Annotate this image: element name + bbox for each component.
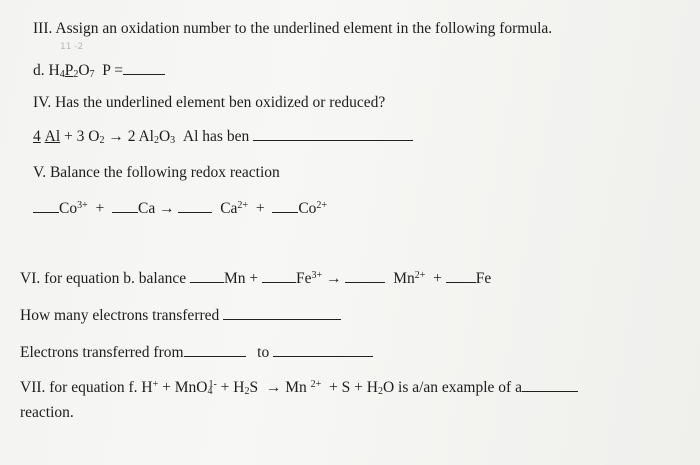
oxidized-reduced-blank[interactable] xyxy=(253,139,413,141)
part-d-label: d. H xyxy=(33,62,60,79)
arrow-icon: → xyxy=(326,270,342,287)
co2: Co xyxy=(298,200,317,217)
tail-text: O is a/an example of a xyxy=(382,379,522,396)
product-o: O xyxy=(158,128,171,145)
plus: + xyxy=(433,270,442,287)
ca2-charge: 2+ xyxy=(237,200,249,211)
mno4-charge: 1- xyxy=(208,379,217,390)
pencil-marks: 11 -2 xyxy=(60,42,84,52)
plus-1: + xyxy=(95,200,105,217)
question-6-header: VI. for equation b. balance xyxy=(20,270,187,287)
product: 2 Al xyxy=(127,128,154,145)
o-subscript: 3 xyxy=(170,135,176,146)
arrow-icon: → xyxy=(265,379,282,396)
coef-blank-ca[interactable] xyxy=(112,211,138,213)
electrons-blank[interactable] xyxy=(223,318,341,320)
al-underlined: Al xyxy=(44,128,61,145)
mn2-charge: 2+ xyxy=(414,270,426,281)
question-3-part-d xyxy=(33,62,165,80)
fe3-charge: 3+ xyxy=(311,270,323,281)
coef-blank-mn[interactable] xyxy=(190,281,224,283)
formula-o: O xyxy=(78,62,90,79)
co2-charge: 2+ xyxy=(316,200,328,211)
mn2: Mn xyxy=(393,270,415,287)
formula-h-subscript: 4 xyxy=(59,69,65,80)
reaction-type-blank[interactable] xyxy=(522,390,578,392)
answer-prompt: P = xyxy=(102,62,123,79)
fe3: Fe xyxy=(296,270,312,287)
ca2: Ca xyxy=(220,200,238,217)
question-5-equation xyxy=(33,200,327,218)
plus-o2: + 3 O xyxy=(64,128,100,145)
electrons-from-question xyxy=(20,344,373,362)
coef-blank-mn2[interactable] xyxy=(345,281,385,283)
to-label: to xyxy=(257,344,270,361)
mn-charge: 2+ xyxy=(310,379,322,390)
h-charge: + xyxy=(152,379,159,390)
coef-blank-fe[interactable] xyxy=(446,281,476,283)
answer-blank[interactable] xyxy=(123,73,165,75)
o2-subscript: 2 xyxy=(99,135,105,146)
question-3-header: III. Assign an oxidation number to the underlined element in the following formula. xyxy=(33,20,553,37)
formula-p: P xyxy=(64,62,74,79)
coef-blank-co3[interactable] xyxy=(33,211,59,213)
mno4: + MnO xyxy=(162,379,208,396)
s: S xyxy=(249,379,259,396)
electrons-prompt: How many electrons transferred xyxy=(20,307,220,324)
coef-blank-fe3[interactable] xyxy=(262,281,296,283)
ca: Ca xyxy=(137,200,156,217)
al-prompt: Al has ben xyxy=(182,128,250,145)
coef-blank-co2[interactable] xyxy=(272,211,298,213)
co3-charge: 3+ xyxy=(77,200,88,211)
plus-2: + xyxy=(255,200,265,217)
question-4-header: IV. Has the underlined element ben oxidized or reduced? xyxy=(33,94,386,111)
formula-p-subscript: 2 xyxy=(73,69,79,80)
question-7-equation xyxy=(20,379,578,397)
co3: Co xyxy=(59,200,78,217)
fe: Fe xyxy=(475,270,492,287)
mn: Mn xyxy=(285,379,307,396)
question-5-header: V. Balance the following redox reaction xyxy=(33,164,280,181)
from-prompt: Electrons transferred from xyxy=(20,344,184,361)
question-7-continuation: reaction. xyxy=(20,404,74,421)
formula-o-subscript: 7 xyxy=(89,69,95,80)
coef-al: 4 xyxy=(33,128,41,145)
al-subscript: 2 xyxy=(153,135,159,146)
h2o-subscript: 2 xyxy=(377,386,383,397)
coef-blank-ca2[interactable] xyxy=(178,211,212,213)
s-plus-h2o: + S + H xyxy=(329,379,378,396)
to-blank[interactable] xyxy=(273,355,373,357)
h2s: + H xyxy=(220,379,245,396)
mn: Mn + xyxy=(224,270,259,287)
h2s-subscript: 2 xyxy=(244,386,250,397)
mno4-subscript: 4 xyxy=(207,386,213,397)
arrow-icon: → xyxy=(108,128,124,145)
electrons-question xyxy=(20,307,341,325)
arrow-icon: → xyxy=(159,200,175,217)
question-4-equation xyxy=(33,128,413,146)
from-blank[interactable] xyxy=(184,355,246,357)
question-7-header: VII. for equation f. H xyxy=(20,379,153,396)
question-6-equation xyxy=(20,270,491,288)
